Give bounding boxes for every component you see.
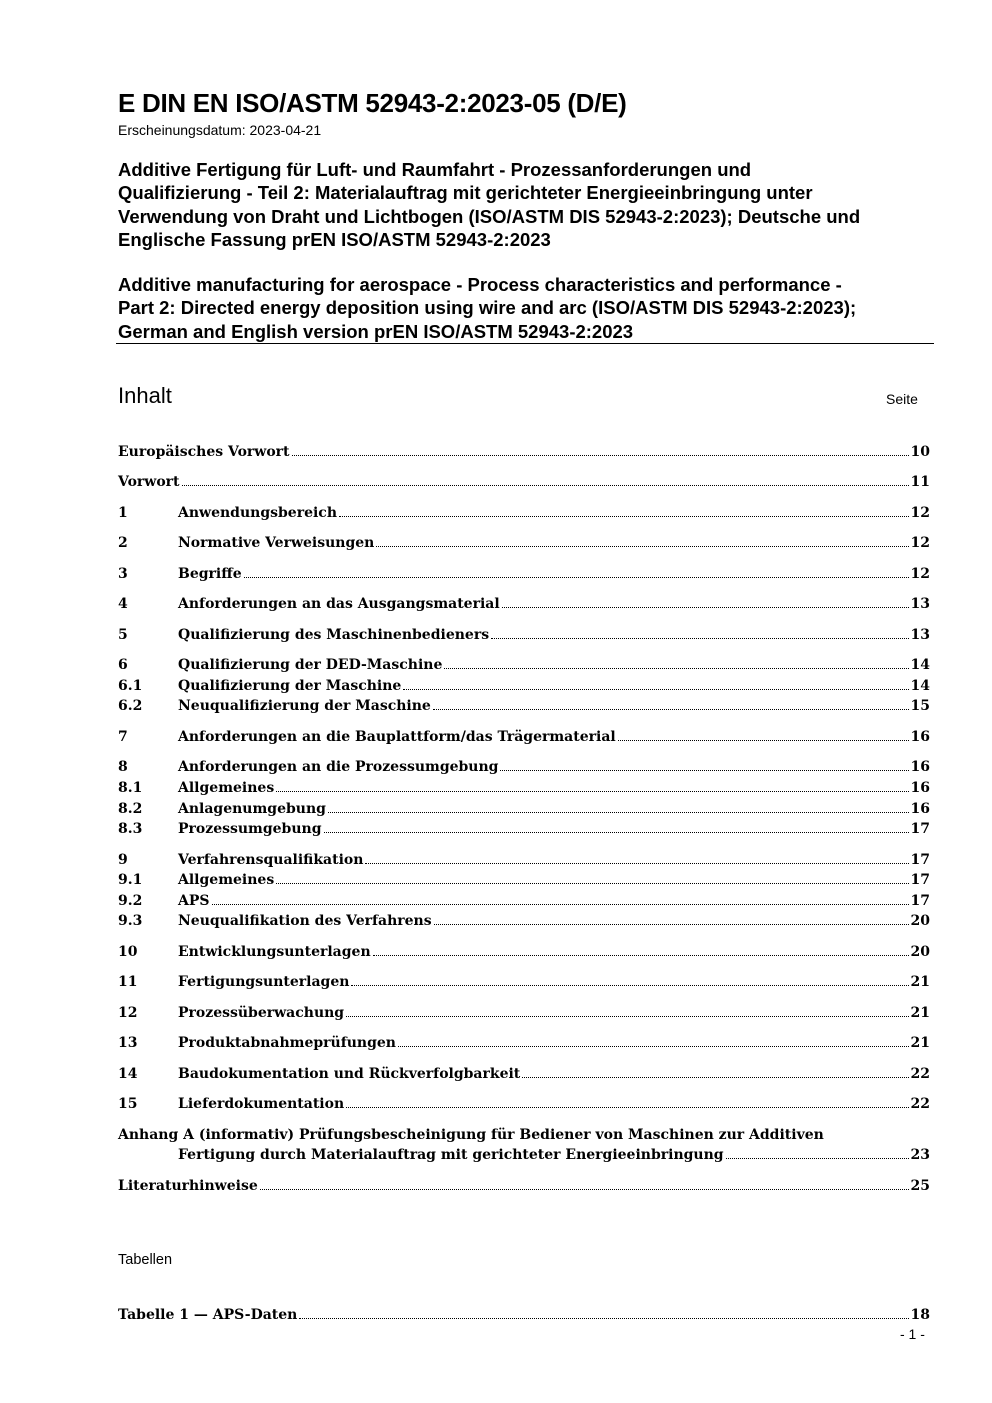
toc-entry-page: 12 (910, 505, 930, 521)
toc-entry-number: 2 (118, 535, 128, 551)
toc-entry-number: 9.2 (118, 893, 143, 909)
toc-entry-page: 17 (910, 852, 930, 868)
toc-entry-page: 16 (910, 801, 930, 817)
toc-entry[interactable] (118, 755, 930, 775)
toc-entry-page: 21 (910, 974, 930, 990)
toc-leader (491, 638, 908, 639)
toc-entry-number: 14 (118, 1066, 138, 1082)
toc-entry-page: 23 (910, 1147, 930, 1163)
toc-entry-title: Verfahrensqualifikation (178, 852, 364, 868)
toc-entry-title: Literaturhinweise (118, 1178, 258, 1194)
toc-entry[interactable] (118, 562, 930, 582)
toc-entry-number: 6.1 (118, 678, 143, 694)
title-english (118, 273, 938, 343)
toc-leader (618, 740, 909, 741)
toc-annex-line2: Fertigung durch Materialauftrag mit gerichteter Energieeinbringung (178, 1147, 724, 1163)
toc-leader (373, 955, 909, 956)
table-entry-page: 18 (910, 1307, 930, 1323)
toc-entry[interactable] (118, 817, 930, 837)
toc-entry-page: 20 (910, 944, 930, 960)
toc-entry-title: Allgemeines (178, 872, 275, 888)
toc-entry-number: 12 (118, 1005, 138, 1021)
toc-entry[interactable] (118, 1062, 930, 1082)
toc-entry-page: 17 (910, 893, 930, 909)
toc-entry-page: 16 (910, 759, 930, 775)
toc-annex-heading[interactable] (118, 1123, 930, 1143)
publication-date: Erscheinungsdatum: 2023-04-21 (118, 122, 322, 138)
toc-leader (522, 1077, 908, 1078)
toc-entry-number: 9 (118, 852, 128, 868)
toc-entry[interactable] (118, 531, 930, 551)
toc-leader (299, 1318, 908, 1319)
toc-entry-title: Neuqualifikation des Verfahrens (178, 913, 432, 929)
toc-entry[interactable] (118, 970, 930, 990)
toc-entry-page: 12 (910, 566, 930, 582)
toc-entry-number: 6.2 (118, 698, 143, 714)
toc-entry[interactable] (118, 470, 930, 490)
toc-entry-title: Allgemeines (178, 780, 275, 796)
toc-leader (212, 904, 909, 905)
toc-entry-page: 22 (910, 1066, 930, 1082)
toc-leader (502, 607, 909, 608)
toc-entry[interactable] (118, 592, 930, 612)
toc-entry-page: 16 (910, 780, 930, 796)
title-german-line: Verwendung von Draht und Lichtbogen (ISO/ASTM DIS 52943-2:2023); Deutsche und (118, 205, 861, 227)
title-german (118, 158, 938, 251)
table-list-entry[interactable] (118, 1303, 930, 1323)
toc-entry[interactable] (118, 909, 930, 929)
toc-entry-title: Anwendungsbereich (178, 505, 337, 521)
toc-entry-title: Vorwort (118, 474, 180, 490)
toc-leader (324, 832, 909, 833)
title-german-line: Additive Fertigung für Luft- und Raumfahrt - Prozessanforderungen und (118, 159, 752, 180)
table-entry-title: Tabelle 1 — APS-Daten (118, 1307, 298, 1323)
toc-entry-number: 4 (118, 596, 128, 612)
toc-leader (182, 485, 909, 486)
toc-leader (351, 985, 908, 986)
toc-leader (444, 668, 908, 669)
toc-entry-page: 15 (910, 698, 930, 714)
toc-leader (346, 1107, 908, 1108)
toc-entry-title: Anforderungen an die Prozessumgebung (178, 759, 499, 775)
toc-entry-title: Anlagenumgebung (178, 801, 326, 817)
toc-entry-number: 8.3 (118, 821, 143, 837)
toc-leader (403, 689, 908, 690)
toc-entry-page: 13 (910, 627, 930, 643)
toc-leader (365, 863, 908, 864)
toc-entry[interactable] (118, 725, 930, 745)
title-english-line: Part 2: Directed energy deposition using wire and arc (ISO/ASTM DIS 52943-2:2023); (118, 297, 857, 319)
toc-leader (276, 883, 908, 884)
toc-entry[interactable] (118, 694, 930, 714)
toc-entry-number: 9.3 (118, 913, 143, 929)
toc-leader (434, 924, 909, 925)
toc-entry-title: Anforderungen an die Bauplattform/das Trägermaterial (178, 729, 616, 745)
toc-leader (328, 812, 909, 813)
toc-entry-page: 14 (910, 657, 930, 673)
toc-entry[interactable] (118, 623, 930, 643)
toc-entry-title: Fertigungsunterlagen (178, 974, 350, 990)
toc-entry-page: 17 (910, 872, 930, 888)
toc-page-column-label: Seite (886, 391, 918, 407)
toc-entry[interactable] (118, 501, 930, 521)
toc-entry-number: 11 (118, 974, 138, 990)
toc-entry-title: Qualifizierung der DED-Maschine (178, 657, 443, 673)
toc-entry-page: 11 (910, 474, 930, 490)
toc-entry[interactable] (118, 797, 930, 817)
toc-entry[interactable] (118, 889, 930, 909)
toc-leader (244, 577, 909, 578)
toc-entry-title: Prozessumgebung (178, 821, 322, 837)
toc-entry-title: Baudokumentation und Rückverfolgbarkeit (178, 1066, 521, 1082)
toc-entry-number: 6 (118, 657, 128, 673)
toc-entry-title: Qualifizierung des Maschinenbedieners (178, 627, 490, 643)
toc-entry[interactable] (118, 440, 930, 460)
toc-entry-title: Qualifizierung der Maschine (178, 678, 402, 694)
toc-entry-title: APS (178, 893, 210, 909)
toc-leader (500, 770, 908, 771)
toc-entry-number: 7 (118, 729, 128, 745)
toc-entry-title: Entwicklungsunterlagen (178, 944, 371, 960)
toc-entry-number: 10 (118, 944, 138, 960)
toc-entry-title: Prozessüberwachung (178, 1005, 345, 1021)
toc-annex-entry[interactable] (178, 1143, 930, 1163)
title-english-line: German and English version prEN ISO/ASTM 52943-2:2023 (118, 320, 634, 342)
toc-entry-title: Europäisches Vorwort (118, 444, 290, 460)
toc-leader (339, 516, 909, 517)
toc-entry-title: Neuqualifizierung der Maschine (178, 698, 431, 714)
toc-heading: Inhalt (118, 383, 172, 408)
toc-leader (726, 1158, 909, 1159)
toc-leader (433, 709, 909, 710)
toc-entry-page: 10 (910, 444, 930, 460)
toc-entry[interactable] (118, 848, 930, 868)
toc-entry-number: 8.1 (118, 780, 143, 796)
toc-entry-page: 17 (910, 821, 930, 837)
title-divider (116, 343, 934, 344)
toc-entry[interactable] (118, 674, 930, 694)
toc-entry-title: Anforderungen an das Ausgangsmaterial (178, 596, 500, 612)
title-english-line: Additive manufacturing for aerospace - Process characteristics and performance - (118, 274, 842, 295)
toc-entry-page: 13 (910, 596, 930, 612)
toc-entry-number: 9.1 (118, 872, 143, 888)
toc-leader (398, 1046, 909, 1047)
toc-entry[interactable] (118, 1031, 930, 1051)
toc-entry-page: 14 (910, 678, 930, 694)
page-number: - 1 - (900, 1326, 925, 1342)
toc-entry[interactable] (118, 940, 930, 960)
toc-entry[interactable] (118, 776, 930, 796)
tables-heading: Tabellen (118, 1252, 173, 1268)
toc-entry-number: 1 (118, 505, 128, 521)
toc-entry[interactable] (118, 1001, 930, 1021)
document-id: E DIN EN ISO/ASTM 52943-2:2023-05 (D/E) (118, 88, 627, 118)
toc-entry-page: 12 (910, 535, 930, 551)
toc-entry-number: 13 (118, 1035, 138, 1051)
toc-entry-title: Produktabnahmeprüfungen (178, 1035, 396, 1051)
toc-entry-number: 3 (118, 566, 128, 582)
toc-entry-number: 15 (118, 1096, 138, 1112)
toc-entry-page: 20 (910, 913, 930, 929)
title-german-line: Englische Fassung prEN ISO/ASTM 52943-2:2023 (118, 228, 551, 250)
toc-entry[interactable] (118, 653, 930, 673)
toc-annex-line1: Anhang A (informativ) Prüfungsbescheinigung für Bediener von Maschinen zur Additiven (118, 1127, 824, 1143)
toc-entry-number: 8.2 (118, 801, 143, 817)
toc-leader (292, 455, 909, 456)
title-german-line: Qualifizierung - Teil 2: Materialauftrag mit gerichteter Energieeinbringung unter (118, 182, 813, 204)
toc-entry-page: 25 (910, 1178, 930, 1194)
toc-entry-page: 22 (910, 1096, 930, 1112)
toc-entry-page: 16 (910, 729, 930, 745)
toc-entry-title: Begriffe (178, 566, 242, 582)
toc-entry-page: 21 (910, 1005, 930, 1021)
toc-leader (276, 791, 908, 792)
toc-leader (346, 1016, 908, 1017)
toc-entry-title: Lieferdokumentation (178, 1096, 345, 1112)
toc-entry[interactable] (118, 868, 930, 888)
toc-leader (376, 546, 908, 547)
toc-leader (260, 1189, 909, 1190)
toc-entry-number: 8 (118, 759, 128, 775)
toc-entry-number: 5 (118, 627, 128, 643)
toc-entry-page: 21 (910, 1035, 930, 1051)
toc-entry[interactable] (118, 1092, 930, 1112)
toc-bibliography[interactable] (118, 1174, 930, 1194)
toc-entry-title: Normative Verweisungen (178, 535, 375, 551)
